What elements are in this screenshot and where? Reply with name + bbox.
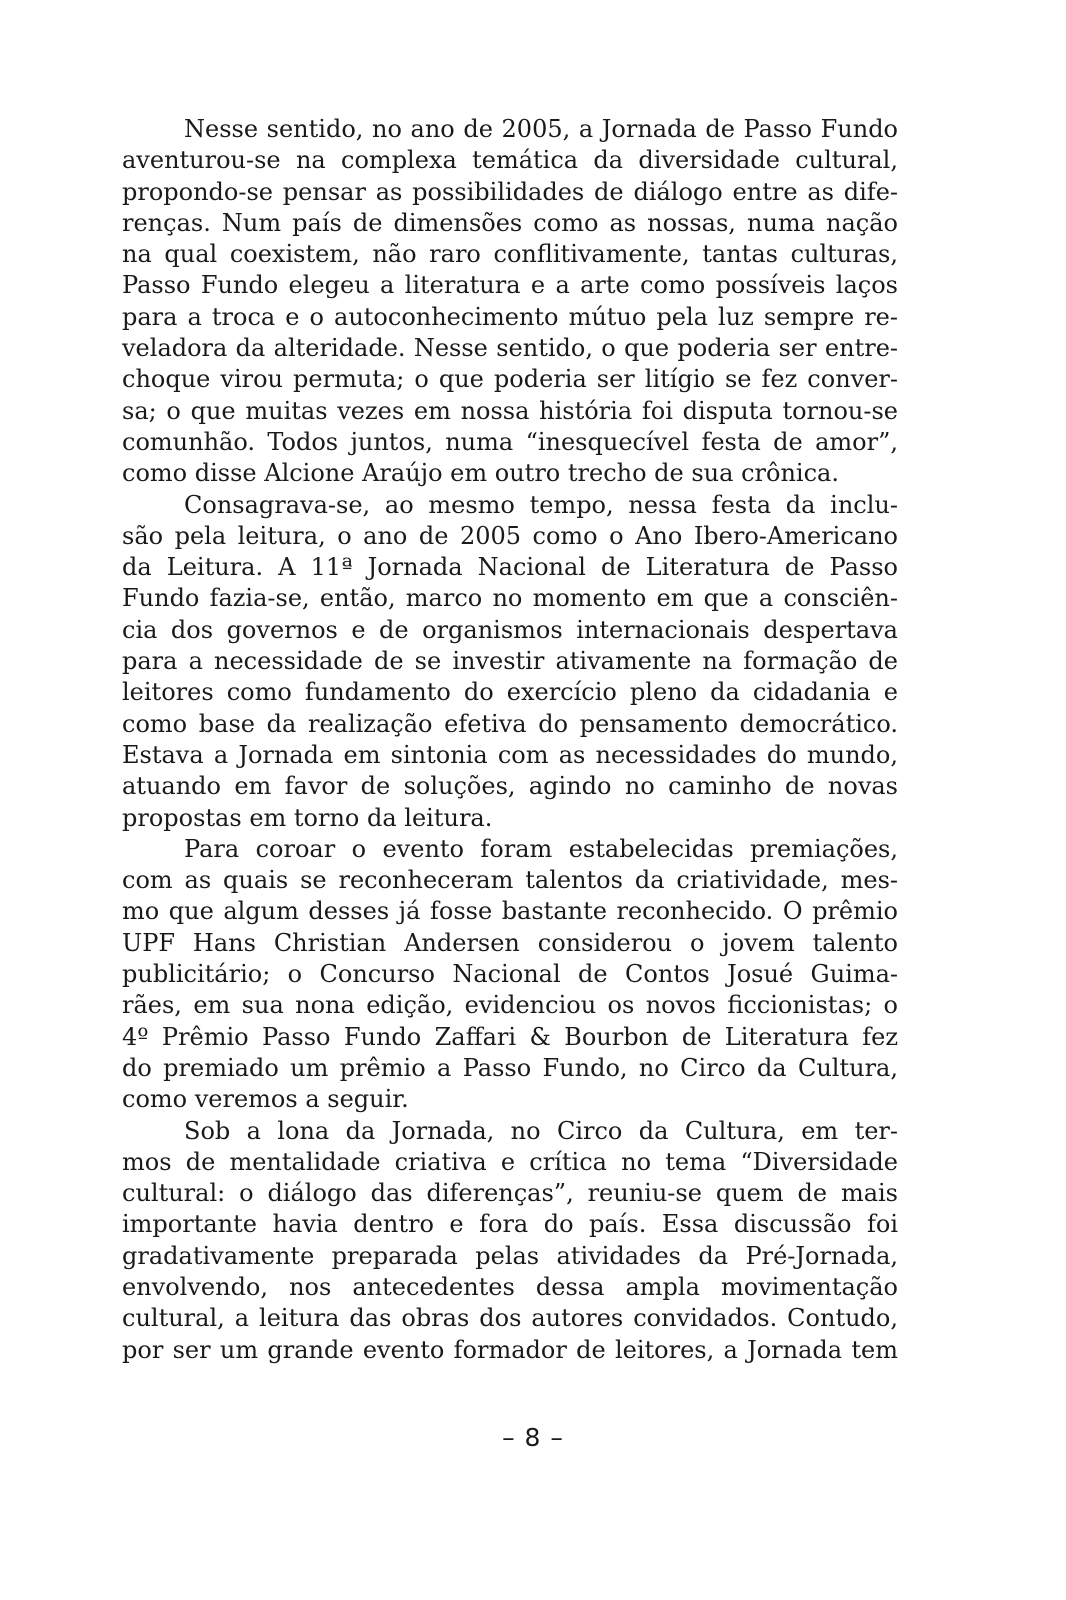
text-line: publicitário; o Concurso Nacional de Contos Josué Guima- <box>122 960 898 989</box>
text-line: renças. Num país de dimensões como as nossas, numa nação <box>122 208 898 237</box>
text-line: Passo Fundo elegeu a literatura e a arte como possíveis laços <box>122 271 898 300</box>
paragraph-3 <box>122 834 898 1116</box>
text-line: leitores como fundamento do exercício pleno da cidadania e <box>122 678 898 707</box>
text-line: para a troca e o autoconhecimento mútuo pela luz sempre re- <box>122 302 898 331</box>
text-line: choque virou permuta; o que poderia ser litígio se fez conver- <box>122 365 898 394</box>
text-line: na qual coexistem, não raro conflitivamente, tantas culturas, <box>122 240 898 269</box>
text-line: Para coroar o evento foram estabelecidas premiações, <box>184 834 898 863</box>
text-line: atuando em favor de soluções, agindo no caminho de novas <box>122 772 898 801</box>
text-line: por ser um grande evento formador de leitores, a Jornada tem <box>122 1335 898 1364</box>
text-line: são pela leitura, o ano de 2005 como o Ano Ibero-Americano <box>122 521 898 550</box>
paragraph-1 <box>122 114 898 490</box>
text-line: Sob a lona da Jornada, no Circo da Cultura, em ter- <box>184 1116 898 1145</box>
text-line: como disse Alcione Araújo em outro trecho de sua crônica. <box>122 459 839 488</box>
text-line: veladora da alteridade. Nesse sentido, o que poderia ser entre- <box>122 334 898 363</box>
text-line: propondo-se pensar as possibilidades de diálogo entre as dife- <box>122 177 898 206</box>
text-line: cultural: o diálogo das diferenças”, reuniu-se quem de mais <box>122 1179 898 1208</box>
paragraph-4 <box>122 1116 898 1366</box>
text-line: do premiado um prêmio a Passo Fundo, no Circo da Cultura, <box>122 1053 898 1082</box>
text-line: envolvendo, nos antecedentes dessa ampla movimentação <box>122 1272 898 1301</box>
body-text <box>122 114 898 1366</box>
text-line: Fundo fazia-se, então, marco no momento em que a consciên- <box>122 584 898 613</box>
text-line: aventurou-se na complexa temática da diversidade cultural, <box>122 146 898 175</box>
paragraph-2 <box>122 490 898 834</box>
page-number: – 8 – <box>502 1423 564 1452</box>
text-line: rães, em sua nona edição, evidenciou os novos ficcionistas; o <box>122 991 898 1020</box>
text-line: 4º Prêmio Passo Fundo Zaffari & Bourbon de Literatura fez <box>122 1022 898 1051</box>
text-line: gradativamente preparada pelas atividades da Pré-Jornada, <box>122 1241 898 1270</box>
text-line: Estava a Jornada em sintonia com as necessidades do mundo, <box>122 740 898 769</box>
text-line: Nesse sentido, no ano de 2005, a Jornada de Passo Fundo <box>184 115 898 143</box>
text-line: para a necessidade de se investir ativamente na formação de <box>122 647 898 676</box>
text-line: como base da realização efetiva do pensamento democrático. <box>122 709 898 738</box>
text-line: com as quais se reconheceram talentos da criatividade, mes- <box>122 866 898 895</box>
text-line: cia dos governos e de organismos internacionais despertava <box>122 615 898 644</box>
text-line: mos de mentalidade criativa e crítica no tema “Diversidade <box>122 1147 898 1176</box>
text-line: mo que algum desses já fosse bastante reconhecido. O prêmio <box>122 897 898 926</box>
text-line: cultural, a leitura das obras dos autores convidados. Contudo, <box>122 1304 898 1333</box>
text-line: Consagrava-se, ao mesmo tempo, nessa festa da inclu- <box>184 490 898 519</box>
text-line: importante havia dentro e fora do país. Essa discussão foi <box>122 1210 898 1239</box>
text-line: como veremos a seguir. <box>122 1085 409 1114</box>
text-line: UPF Hans Christian Andersen considerou o jovem talento <box>122 928 898 957</box>
text-line: sa; o que muitas vezes em nossa história foi disputa tornou-se <box>122 396 898 425</box>
text-line: comunhão. Todos juntos, numa “inesquecível festa de amor”, <box>122 427 898 456</box>
text-line: da Leitura. A 11ª Jornada Nacional de Literatura de Passo <box>122 553 898 582</box>
text-line: propostas em torno da leitura. <box>122 803 493 832</box>
